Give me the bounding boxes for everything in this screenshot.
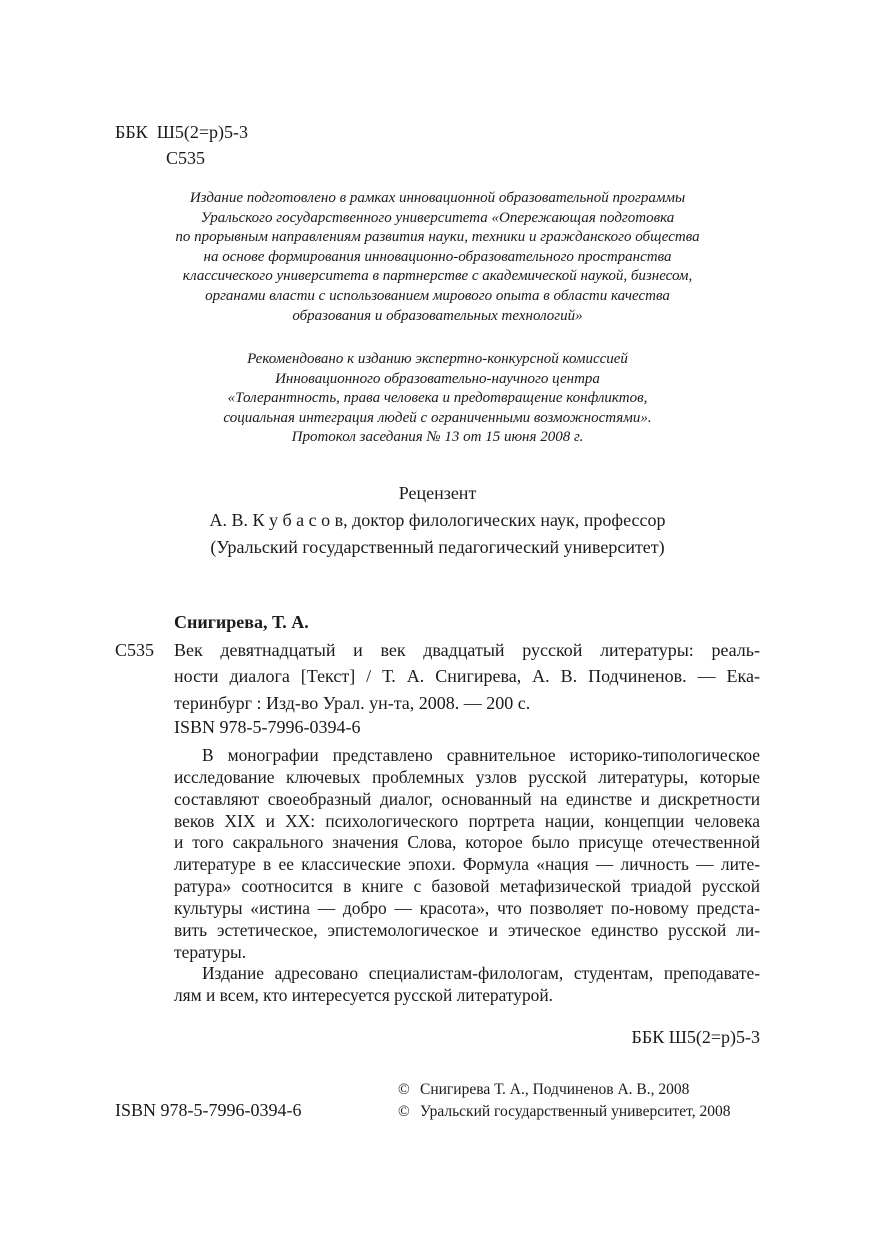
abstract-line: лям и всем, кто интересуется русской литературой.: [174, 985, 554, 1006]
abstract-line: вить эстетическое, эпистемологическое и этическое единство русской ли-: [174, 919, 760, 940]
abstract-line: составляют своеобразный диалог, основанный на единстве и дискретности: [174, 788, 760, 809]
program-note-line: образования и образовательных технологий»: [292, 307, 583, 324]
abstract-line: веков XIX и XX: психологического портрета нации, концепции человека: [174, 810, 760, 831]
copyright-line: [398, 1079, 730, 1101]
copyright-text: Уральский государственный университет, 2008: [420, 1103, 731, 1120]
reviewer-block: [100, 480, 775, 561]
abstract-line: ратура» соотносится в книге с базовой метафизической триадой русской: [174, 876, 760, 897]
author-sign: С535: [166, 148, 206, 168]
bbk-label: ББК: [115, 122, 148, 142]
recommendation-line: Инновационного образовательно-научного центра: [275, 370, 600, 387]
abstract-line: литературе в ее классические эпохи. Формула «нация — личность — лите-: [174, 854, 760, 875]
entry-description: [174, 637, 760, 716]
program-note-line: Издание подготовлено в рамках инновационной образовательной программы: [189, 190, 686, 206]
program-note: [100, 189, 775, 326]
copyright-icon: ©: [398, 1103, 410, 1120]
entry-isbn: ISBN 978-5-7996-0394-6: [174, 717, 361, 737]
copyright-line: [398, 1101, 730, 1123]
program-note-line: Уральского государственного университета «Опережающая подготовка: [200, 209, 675, 226]
recommendation-line: «Толерантность, права человека и предотвращение конфликтов,: [227, 390, 648, 407]
recommendation-line: социальная интеграция людей с ограниченными возможностями».: [223, 409, 652, 426]
entry-description-line: ности диалога [Текст] / Т. А. Снигирева, А. В. Подчиненов. — Ека-: [174, 666, 760, 687]
entry-author: Снигирева, Т. А.: [174, 612, 309, 632]
entry-code: С535: [115, 640, 155, 660]
reviewer-affiliation: (Уральский государственный педагогический университет): [210, 537, 665, 557]
bbk-bottom: ББК Ш5(2=р)5-3: [631, 1027, 760, 1047]
entry-description-line: Век девятнадцатый и век двадцатый русской литературы: реаль-: [174, 640, 760, 660]
recommendation-line: Рекомендовано к изданию экспертно-конкурсной комиссией: [247, 351, 628, 367]
program-note-line: органами власти с использованием мирового опыта в области качества: [205, 287, 670, 304]
reviewer-name: А. В. К у б а с о в, доктор филологических наук, профессор: [209, 510, 666, 530]
abstract: [174, 745, 760, 1007]
abstract-line: тературы.: [174, 941, 247, 962]
isbn-bottom: ISBN 978-5-7996-0394-6: [115, 1100, 302, 1120]
entry-description-line: теринбург : Изд-во Урал. ун-та, 2008. — 200 с.: [174, 692, 531, 713]
bbk-code: Ш5(2=р)5-3: [156, 122, 248, 142]
classification-block: [115, 119, 248, 171]
program-note-line: по прорывным направлениям развития науки, техники и гражданского общества: [175, 229, 700, 246]
recommendation-line: Протокол заседания № 13 от 15 июня 2008 г.: [291, 429, 584, 446]
copyright-icon: ©: [398, 1081, 410, 1098]
bbk-line: [115, 119, 248, 145]
program-note-line: классического университета в партнерстве с академической наукой, бизнесом,: [182, 268, 693, 285]
program-note-line: на основе формирования инновационно-образовательного пространства: [203, 248, 672, 265]
recommendation-note: [100, 350, 775, 448]
copyright-block: [398, 1079, 730, 1123]
abstract-line: и того сакрального значения Слова, которое было присуще отечественной: [174, 832, 760, 853]
abstract-line: исследование ключевых проблемных узлов русской литературы, которые: [174, 766, 760, 787]
reviewer-heading: Рецензент: [398, 483, 477, 503]
copyright-text: Снигирева Т. А., Подчиненов А. В., 2008: [420, 1081, 690, 1098]
abstract-line: Издание адресовано специалистам-филологам, студентам, преподавате-: [202, 963, 760, 984]
abstract-line: культуры «истина — добро — красота», что позволяет по-новому предста-: [174, 897, 760, 918]
abstract-line: В монографии представлено сравнительное историко-типологическое: [202, 745, 760, 765]
